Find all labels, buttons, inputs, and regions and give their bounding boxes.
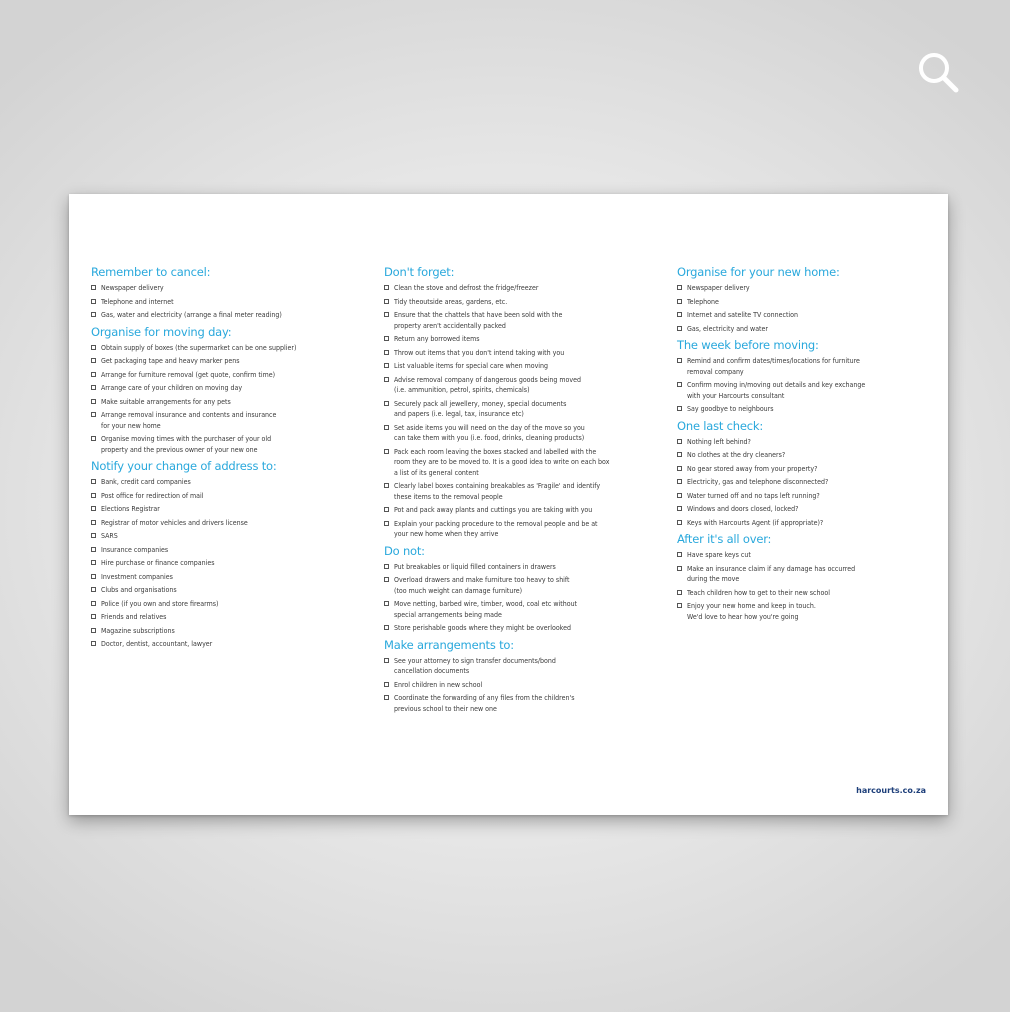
checklist-item bbox=[91, 639, 371, 650]
checkbox-icon bbox=[91, 520, 96, 525]
checkbox-icon bbox=[384, 336, 389, 341]
checklist-item-text: Investment companies bbox=[101, 572, 173, 581]
checklist bbox=[91, 283, 371, 321]
column-3 bbox=[677, 265, 957, 626]
checkbox-icon bbox=[91, 479, 96, 484]
checklist-item bbox=[91, 310, 371, 321]
checkbox-icon bbox=[91, 641, 96, 646]
checkbox-icon bbox=[677, 406, 682, 411]
checklist-item-text: Clearly label boxes containing breakables as 'Fragile' and identify these items to the removal people bbox=[394, 482, 601, 501]
checklist-item bbox=[677, 380, 957, 401]
checklist-item-text: Gas, water and electricity (arrange a final meter reading) bbox=[101, 311, 282, 319]
checkbox-icon bbox=[91, 614, 96, 619]
section-heading: Don't forget: bbox=[384, 265, 455, 279]
checkbox-icon bbox=[91, 385, 96, 390]
checklist-item-text: Arrange care of your children on moving day bbox=[101, 384, 243, 392]
checklist-item-text: Telephone bbox=[687, 297, 719, 306]
checklist-item-text: Newspaper delivery bbox=[687, 284, 750, 292]
checklist-item-text: Police (if you own and store firearms) bbox=[101, 599, 219, 608]
checklist-section bbox=[91, 265, 371, 321]
checklist-item-text: Coordinate the forwarding of any files from the children's previous school to their new one bbox=[394, 694, 575, 713]
checklist-item-text: Clean the stove and defrost the fridge/freezer bbox=[394, 284, 539, 292]
checklist-item bbox=[677, 491, 957, 502]
checklist-item-text: Enjoy your new home and keep in touch. We'd love to hear how you're going bbox=[687, 602, 816, 621]
checklist-item bbox=[91, 531, 371, 542]
checkbox-icon bbox=[91, 574, 96, 579]
checklist-item bbox=[677, 356, 957, 377]
footer-url: harcourts.co.za bbox=[856, 786, 926, 795]
checklist-item-text: Set aside items you will need on the day of the move so you can take them with you (i.e. food, drinks, cleaning products) bbox=[394, 423, 585, 442]
checklist-item bbox=[91, 585, 371, 596]
section-heading: Remember to cancel: bbox=[91, 265, 211, 279]
checkbox-icon bbox=[91, 533, 96, 538]
checklist-item bbox=[384, 575, 664, 596]
checkbox-icon bbox=[91, 547, 96, 552]
checklist-item bbox=[384, 334, 664, 345]
checklist-item-text: Electricity, gas and telephone disconnected? bbox=[687, 478, 829, 486]
checklist-item bbox=[677, 504, 957, 515]
checklist-item bbox=[677, 601, 957, 622]
checklist-item bbox=[384, 519, 664, 540]
checkbox-icon bbox=[677, 520, 682, 525]
checklist-item bbox=[91, 370, 371, 381]
checklist bbox=[384, 656, 664, 715]
checklist-item-text: Tidy theoutside areas, gardens, etc. bbox=[394, 297, 508, 306]
checklist-item-text: Move netting, barbed wire, timber, wood, coal etc without special arrangements being made bbox=[394, 600, 578, 619]
checklist-item bbox=[91, 383, 371, 394]
checklist-item bbox=[91, 545, 371, 556]
checklist-item-text: Confirm moving in/moving out details and key exchange with your Harcourts consultant bbox=[687, 381, 866, 400]
checklist-section bbox=[91, 325, 371, 456]
checklist-item bbox=[384, 599, 664, 620]
section-heading: Notify your change of address to: bbox=[91, 459, 277, 473]
checklist-item-text: Arrange removal insurance and contents and insurance for your new home bbox=[101, 411, 277, 430]
checklist-item-text: Post office for redirection of mail bbox=[101, 491, 204, 500]
checklist-item-text: Friends and relatives bbox=[101, 613, 167, 621]
checkbox-icon bbox=[677, 312, 682, 317]
checklist-item-text: Keys with Harcourts Agent (if appropriate)? bbox=[687, 518, 824, 527]
checkbox-icon bbox=[677, 566, 682, 571]
checkbox-icon bbox=[677, 590, 682, 595]
checklist bbox=[677, 283, 957, 334]
checkbox-icon bbox=[677, 552, 682, 557]
checklist bbox=[91, 477, 371, 650]
zoom-search-button[interactable] bbox=[912, 46, 966, 100]
checklist-item-text: Explain your packing procedure to the removal people and be at your new home when they arrive bbox=[394, 519, 598, 538]
checklist-item-text: Say goodbye to neighbours bbox=[687, 405, 774, 413]
checklist-item-text: Ensure that the chattels that have been sold with the property aren't accidentally packed bbox=[394, 311, 563, 330]
checkbox-icon bbox=[91, 601, 96, 606]
checklist bbox=[677, 356, 957, 415]
checklist-item-text: See your attorney to sign transfer documents/bond cancellation documents bbox=[394, 656, 556, 675]
column-2 bbox=[384, 265, 664, 718]
checklist-item-text: No clothes at the dry cleaners? bbox=[687, 451, 786, 459]
checklist-item bbox=[91, 297, 371, 308]
checklist-item-text: Throw out items that you don't intend taking with you bbox=[394, 348, 565, 357]
checklist-item-text: Securely pack all jewellery, money, special documents and papers (i.e. legal, tax, insurance etc) bbox=[394, 399, 567, 418]
checklist-item-text: Hire purchase or finance companies bbox=[101, 559, 215, 567]
checklist-item-text: Return any borrowed items bbox=[394, 335, 480, 343]
checkbox-icon bbox=[91, 506, 96, 511]
checklist-item bbox=[91, 491, 371, 502]
checklist-item-text: Doctor, dentist, accountant, lawyer bbox=[101, 640, 213, 648]
checklist-item bbox=[677, 588, 957, 599]
checklist-item-text: Elections Registrar bbox=[101, 505, 160, 513]
checklist-section bbox=[677, 265, 957, 334]
checklist-item-text: No gear stored away from your property? bbox=[687, 464, 818, 473]
checklist-item bbox=[677, 310, 957, 321]
checklist-item bbox=[677, 324, 957, 335]
checkbox-icon bbox=[384, 449, 389, 454]
checklist-item bbox=[384, 423, 664, 444]
checklist-item bbox=[91, 397, 371, 408]
checklist-section bbox=[91, 459, 371, 650]
checklist-item bbox=[384, 656, 664, 677]
checkbox-icon bbox=[677, 285, 682, 290]
checklist-item-text: Remind and confirm dates/times/locations for furniture removal company bbox=[687, 357, 860, 376]
checklist-item bbox=[677, 437, 957, 448]
checkbox-icon bbox=[91, 312, 96, 317]
checklist-item-text: Water turned off and no taps left running? bbox=[687, 491, 820, 500]
checklist-item-text: Bank, credit card companies bbox=[101, 478, 191, 486]
checklist-item-text: Newspaper delivery bbox=[101, 284, 164, 292]
checkbox-icon bbox=[91, 493, 96, 498]
checklist-item bbox=[384, 447, 664, 479]
checkbox-icon bbox=[677, 506, 682, 511]
checklist-item bbox=[91, 410, 371, 431]
section-heading: Organise for your new home: bbox=[677, 265, 840, 279]
checkbox-icon bbox=[384, 695, 389, 700]
checkbox-icon bbox=[91, 560, 96, 565]
checkbox-icon bbox=[384, 658, 389, 663]
checkbox-icon bbox=[677, 326, 682, 331]
checklist-item bbox=[384, 680, 664, 691]
checkbox-icon bbox=[91, 412, 96, 417]
checklist-document bbox=[69, 194, 948, 815]
checklist-item bbox=[91, 343, 371, 354]
checkbox-icon bbox=[677, 299, 682, 304]
checklist bbox=[677, 550, 957, 622]
search-icon bbox=[912, 46, 966, 100]
checklist-item bbox=[384, 505, 664, 516]
checkbox-icon bbox=[91, 628, 96, 633]
checklist-item bbox=[384, 375, 664, 396]
checklist-item bbox=[91, 558, 371, 569]
checklist-item-text: Have spare keys cut bbox=[687, 551, 751, 559]
checklist-item bbox=[384, 283, 664, 294]
checklist-item bbox=[91, 518, 371, 529]
checkbox-icon bbox=[677, 439, 682, 444]
checklist-section bbox=[677, 419, 957, 529]
checklist-item-text: Enrol children in new school bbox=[394, 680, 483, 689]
checkbox-icon bbox=[91, 436, 96, 441]
section-heading: One last check: bbox=[677, 418, 764, 433]
checklist bbox=[384, 562, 664, 634]
checkbox-icon bbox=[384, 425, 389, 430]
checklist-item-text: Advise removal company of dangerous goods being moved (i.e. ammunition, petrol, spirits, chemicals) bbox=[394, 375, 582, 394]
checkbox-icon bbox=[91, 372, 96, 377]
checklist-item bbox=[384, 399, 664, 420]
checkbox-icon bbox=[384, 521, 389, 526]
checklist-section bbox=[677, 532, 957, 622]
checklist-item bbox=[677, 464, 957, 475]
checklist-section bbox=[384, 544, 664, 634]
checklist bbox=[91, 343, 371, 456]
checklist-item-text: Registrar of motor vehicles and drivers license bbox=[101, 518, 248, 527]
checklist-item-text: Clubs and organisations bbox=[101, 586, 177, 594]
checklist-item bbox=[677, 283, 957, 294]
checkbox-icon bbox=[384, 601, 389, 606]
checklist-item bbox=[677, 450, 957, 461]
column-1 bbox=[91, 265, 371, 654]
checklist-item-text: Telephone and internet bbox=[101, 297, 174, 306]
checklist-item bbox=[384, 361, 664, 372]
checklist-item-text: SARS bbox=[101, 532, 118, 540]
checklist-item bbox=[91, 504, 371, 515]
checkbox-icon bbox=[677, 466, 682, 471]
checkbox-icon bbox=[384, 507, 389, 512]
checkbox-icon bbox=[384, 312, 389, 317]
checkbox-icon bbox=[384, 401, 389, 406]
checklist-item-text: Pot and pack away plants and cuttings you are taking with you bbox=[394, 506, 593, 514]
checkbox-icon bbox=[677, 452, 682, 457]
checklist-item bbox=[91, 626, 371, 637]
checklist-item bbox=[677, 404, 957, 415]
checkbox-icon bbox=[91, 345, 96, 350]
checkbox-icon bbox=[91, 358, 96, 363]
checklist-section bbox=[384, 638, 664, 715]
checklist bbox=[677, 437, 957, 529]
checklist-item bbox=[384, 297, 664, 308]
checklist-section bbox=[677, 338, 957, 415]
checklist-item-text: Teach children how to get to their new school bbox=[687, 588, 830, 597]
checklist-item bbox=[384, 693, 664, 714]
checklist-item-text: Magazine subscriptions bbox=[101, 626, 175, 635]
checklist-item-text: Store perishable goods where they might be overlooked bbox=[394, 624, 571, 632]
checklist-item bbox=[91, 612, 371, 623]
checkbox-icon bbox=[91, 587, 96, 592]
checklist-item-text: Make an insurance claim if any damage has occurred during the move bbox=[687, 564, 856, 583]
checkbox-icon bbox=[384, 363, 389, 368]
checklist-item bbox=[677, 550, 957, 561]
checklist-item-text: Insurance companies bbox=[101, 545, 169, 554]
section-heading: Do not: bbox=[384, 543, 425, 558]
checklist-item-text: Nothing left behind? bbox=[687, 437, 751, 446]
checkbox-icon bbox=[384, 285, 389, 290]
checklist-item bbox=[91, 434, 371, 455]
section-heading: Organise for moving day: bbox=[91, 324, 232, 339]
section-heading: After it's all over: bbox=[677, 532, 772, 546]
checklist-item bbox=[677, 477, 957, 488]
section-heading: Make arrangements to: bbox=[384, 637, 514, 652]
checkbox-icon bbox=[91, 299, 96, 304]
checklist-item-text: Obtain supply of boxes (the supermarket can be one supplier) bbox=[101, 343, 297, 352]
checklist-item-text: Windows and doors closed, locked? bbox=[687, 505, 799, 513]
checklist-item bbox=[91, 356, 371, 367]
checkbox-icon bbox=[384, 625, 389, 630]
checkbox-icon bbox=[384, 377, 389, 382]
checklist-item-text: Overload drawers and make furniture too heavy to shift (too much weight can damage furniture) bbox=[394, 576, 570, 595]
checkbox-icon bbox=[677, 358, 682, 363]
checklist-item-text: Pack each room leaving the boxes stacked and labelled with the room they are to be moved to. It is a good idea to write on each box a list of its general content bbox=[394, 447, 610, 477]
checklist-section bbox=[384, 265, 664, 540]
checklist-item bbox=[677, 297, 957, 308]
checklist-item-text: Put breakables or liquid filled containers in drawers bbox=[394, 562, 556, 571]
checkbox-icon bbox=[91, 285, 96, 290]
checklist-item-text: Make suitable arrangements for any pets bbox=[101, 397, 231, 406]
checklist-item bbox=[91, 283, 371, 294]
checkbox-icon bbox=[384, 350, 389, 355]
checklist-item bbox=[677, 518, 957, 529]
checkbox-icon bbox=[384, 483, 389, 488]
checklist-item-text: Get packaging tape and heavy marker pens bbox=[101, 357, 240, 365]
checkbox-icon bbox=[677, 603, 682, 608]
checkbox-icon bbox=[384, 682, 389, 687]
checkbox-icon bbox=[677, 479, 682, 484]
checkbox-icon bbox=[384, 299, 389, 304]
checklist-item-text: Arrange for furniture removal (get quote, confirm time) bbox=[101, 370, 276, 379]
checklist-item bbox=[384, 348, 664, 359]
checkbox-icon bbox=[384, 577, 389, 582]
checklist-item bbox=[384, 310, 664, 331]
checklist-item-text: Internet and satelite TV connection bbox=[687, 311, 799, 319]
checklist-item-text: Gas, electricity and water bbox=[687, 324, 768, 333]
checklist-item bbox=[91, 572, 371, 583]
checklist-item bbox=[384, 562, 664, 573]
checkbox-icon bbox=[91, 399, 96, 404]
checklist-item bbox=[677, 564, 957, 585]
checklist-item bbox=[91, 599, 371, 610]
checklist-item bbox=[384, 623, 664, 634]
checkbox-icon bbox=[384, 564, 389, 569]
checklist-item bbox=[91, 477, 371, 488]
checklist bbox=[384, 283, 664, 540]
checklist-item-text: Organise moving times with the purchaser of your old property and the previous owner of your new one bbox=[101, 435, 272, 454]
section-heading: The week before moving: bbox=[677, 338, 819, 352]
checkbox-icon bbox=[677, 493, 682, 498]
checklist-item bbox=[384, 481, 664, 502]
checklist-item-text: List valuable items for special care when moving bbox=[394, 362, 549, 370]
checkbox-icon bbox=[677, 382, 682, 387]
